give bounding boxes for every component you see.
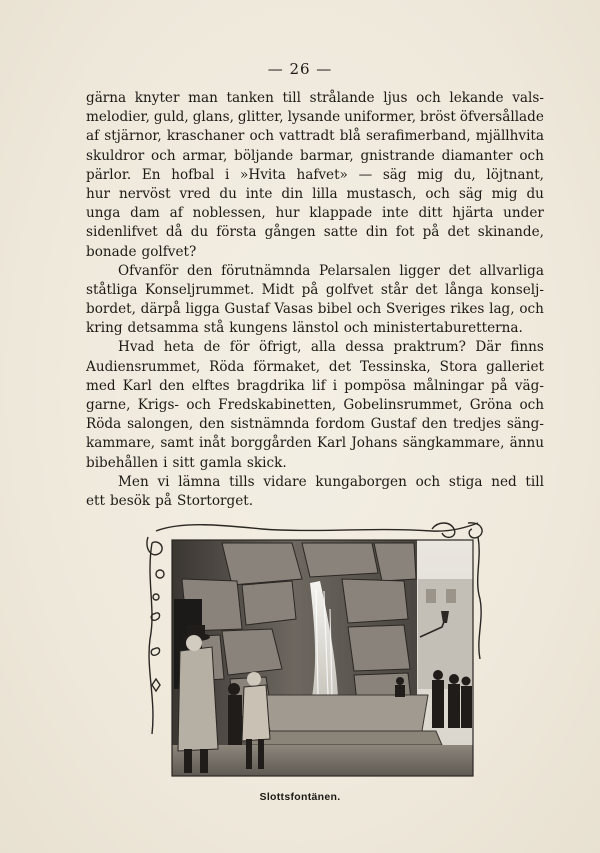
text-line: bibehållen i sitt gamla skick. <box>86 454 287 471</box>
figure-caption: Slottsfontänen. <box>259 791 341 803</box>
photograph <box>172 540 473 776</box>
text-line: ståtliga Konseljrummet. Midt på golfvet står det långa konselj- <box>86 281 544 298</box>
text-line: bonade golfvet? <box>86 243 197 260</box>
text-line: kring detsamma stå kungens länstol och ministertaburetterna. <box>86 320 523 337</box>
text-line: med Karl den elftes bragdrika lif i pompösa målningar på väg- <box>86 377 544 394</box>
text-line: af stjärnor, kraschaner och vattradt blå serafimerband, mjällhvita <box>86 128 544 145</box>
text-line: Audiensrummet, Röda förmaket, det Tessinska, Stora galleriet <box>86 358 544 375</box>
text-line: Hvad heta de för öfrigt, alla dessa praktrum? Där finns <box>118 339 544 356</box>
text-line: garne, Krigs- och Fredskabinetten, Gobelinsrummet, Gröna och <box>86 397 544 413</box>
fountain-illustration <box>142 519 488 783</box>
text-line: hur nervöst vred du inte din lilla mustasch, och säg mig du <box>86 185 544 202</box>
body-text <box>86 89 544 511</box>
text-line: skuldror och armar, böljande barmar, gnistrande diamanter och <box>86 147 544 164</box>
text-line: gärna knyter man tanken till strålande ljus och lekande vals- <box>86 90 544 106</box>
text-line: pärlor. En hofbal i »Hvita hafvet» — säg mig du, löjtnant, <box>86 166 544 183</box>
text-line: unga dam af noblessen, hur klappade inte ditt hjärta under <box>86 205 544 222</box>
page-number: — 26 — <box>267 60 333 78</box>
text-line: ett besök på Stortorget. <box>86 492 254 509</box>
text-line: sidenlifvet då du första gången satte din fot på det skinande, <box>86 224 544 241</box>
text-line: bordet, därpå ligga Gustaf Vasas bibel och Sveriges rikes lag, och <box>86 301 544 318</box>
text-line: melodier, guld, glans, glitter, lysande uniformer, bröst öfversållade <box>86 109 544 126</box>
text-line: Men vi lämna tills vidare kungaborgen och stiga ned till <box>118 473 544 490</box>
text-line: Ofvanför den förutnämnda Pelarsalen ligger det allvarliga <box>118 262 544 279</box>
text-line: Röda salongen, den sistnämnda fordom Gustaf den tredjes säng- <box>86 416 544 433</box>
text-line: kammare, samt inåt borggården Karl Johans sängkammare, ännu <box>86 435 544 452</box>
